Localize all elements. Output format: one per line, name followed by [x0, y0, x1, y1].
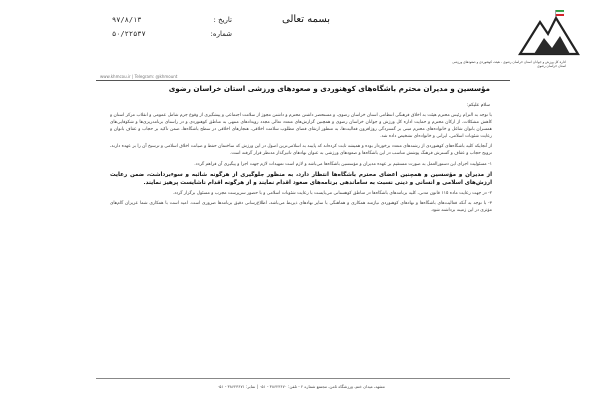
header-divider	[96, 80, 510, 81]
bismillah-heading: بسمه تعالی	[282, 14, 331, 25]
letter-meta	[112, 16, 232, 44]
paragraph: ۲- در جهت رعایت ماده ۱۱۵ قانون مدنی، کلیه برنامه‌های باشگاه‌ها در مناطق کوهستانی می‌بایست با رعایت شئونات اسلامی و با حضور سرپرست مجرب و مسئول برگزار گردد.	[172, 191, 492, 197]
letterhead	[0, 0, 600, 72]
paragraph: از آنجایکه کلیه باشگاه‌های کوهنوردی از رشته‌های متعدد برخوردار بوده و همیشه ثابت کرده‌اند که پایبند به اسلامی‌ترین اصول در این ورزش که ساختمان حفظ و صیانت اخلاق اسلامی و ترسیخ آن را بر عهده دارند، ترویج حجاب و عفاف و گسترش فرهنگ پوشش مناسب در این باشگاه‌ها و صعودهای ورزشی به عنوان نهادهای تاثیرگذار مدنظر قرار گرفته است.	[110, 144, 492, 157]
paragraph: ۳- با توجه به آنکه فعالیت‌های باشگاه‌ها و نهادهای کوهنوردی نیازمند همکاری و هماهنگی با سایر نهادهای ذیربط می‌باشد، اطلاع‌رسانی دقیق برنامه‌ها ضروری است. امید است با همکاری شما عزیزان گام‌های مؤثری در این زمینه برداشته شود.	[110, 201, 492, 214]
number-value: ۵۰/۲۲۵۳۷	[112, 30, 146, 38]
date-value: ۹۷/۸/۱۳	[112, 16, 142, 24]
number-label: شماره:	[210, 30, 232, 38]
footer-divider	[96, 378, 510, 379]
paragraph-emphasized: از مدیران و مؤسسین و همچنین اعضای محترم باشگاه‌ها انتظار دارد، به منظور جلوگیری از هرگونه شائبه و سوءبرداشت، ضمن رعایت ارزش‌های اسلامی و انسانی و دینی نسبت به ساماندهی برنامه‌های صعود اقدام نمایند و از هرگونه اقدام ناشایست پرهیز نمایند.	[110, 171, 492, 186]
letter-title: مؤسسین و مدیران محترم باشگاه‌های کوهنوردی و صعودهای ورزشی استان خراسان رضوی	[168, 84, 490, 93]
letter-body	[110, 112, 492, 374]
paragraph: ۱- مسئولیت اجرای این دستورالعمل به صورت مستقیم بر عهده مدیران و مؤسسین باشگاه‌ها می‌باشد و لازم است تمهیدات لازم جهت اجرا و پیگیری آن فراهم گردد.	[194, 161, 492, 167]
mountain-logo-icon	[514, 8, 584, 62]
salutation: سلام علیکم:	[466, 103, 490, 108]
paragraph: با توجه به التزام رئیس محترم هیئت به اخلاق فرهنگی انتظامی استان خراسان رضوی، و مستحضر داشتن محترم و داشتن مجوز از سلامت اجتماعی و پیشگیری از وقوع جرم شامل عمومی و انقلاب مرکز استان و کاهش مشکلات، از ارکان محترم و حمایت اداره کل ورزش و جوانان خراسان رضوی و همچنین گزارش‌های متعدد تعالی مجدد رویداد‌های منتهی به مناطق کوهنوردی و در راستای برنامه‌ریزی‌ها و شکوفایی‌های همسران بانوان شاغل و خانواده‌های محترم مبنی بر گستردگی روزافزون فعالیت‌ها، به منظور ارتقای فضای مطلوب سلامت اخلاقی، هنجارهای اخلاقی در سطح باشگاه‌ها، ضمن تاکید بر حجاب و عفاف بانوان و رعایت شئونات اسلامی، ایرانی و خانواده‌ای تشخیص داده شد.	[110, 113, 492, 140]
footer-address: مشهد، میدان ختم، ورزشگاه ثامن، مجتمع شماره ۲ - تلفن: ۳۸۶۲۳۶۷۰ - ۰۵۱ | نمابر: ۳۸۶۲۳۶۷۱ - ۰۵۱	[217, 384, 385, 389]
website-text: www.khmcou.ir | Telegram: @khmount	[100, 74, 178, 79]
date-label: تاریخ :	[213, 16, 232, 24]
organization-name: اداره کل ورزش و جوانان استان خراسان رضوی - هیئت کوهنوردی و صعودهای ورزشی استان خراسان رضوی	[452, 60, 566, 68]
